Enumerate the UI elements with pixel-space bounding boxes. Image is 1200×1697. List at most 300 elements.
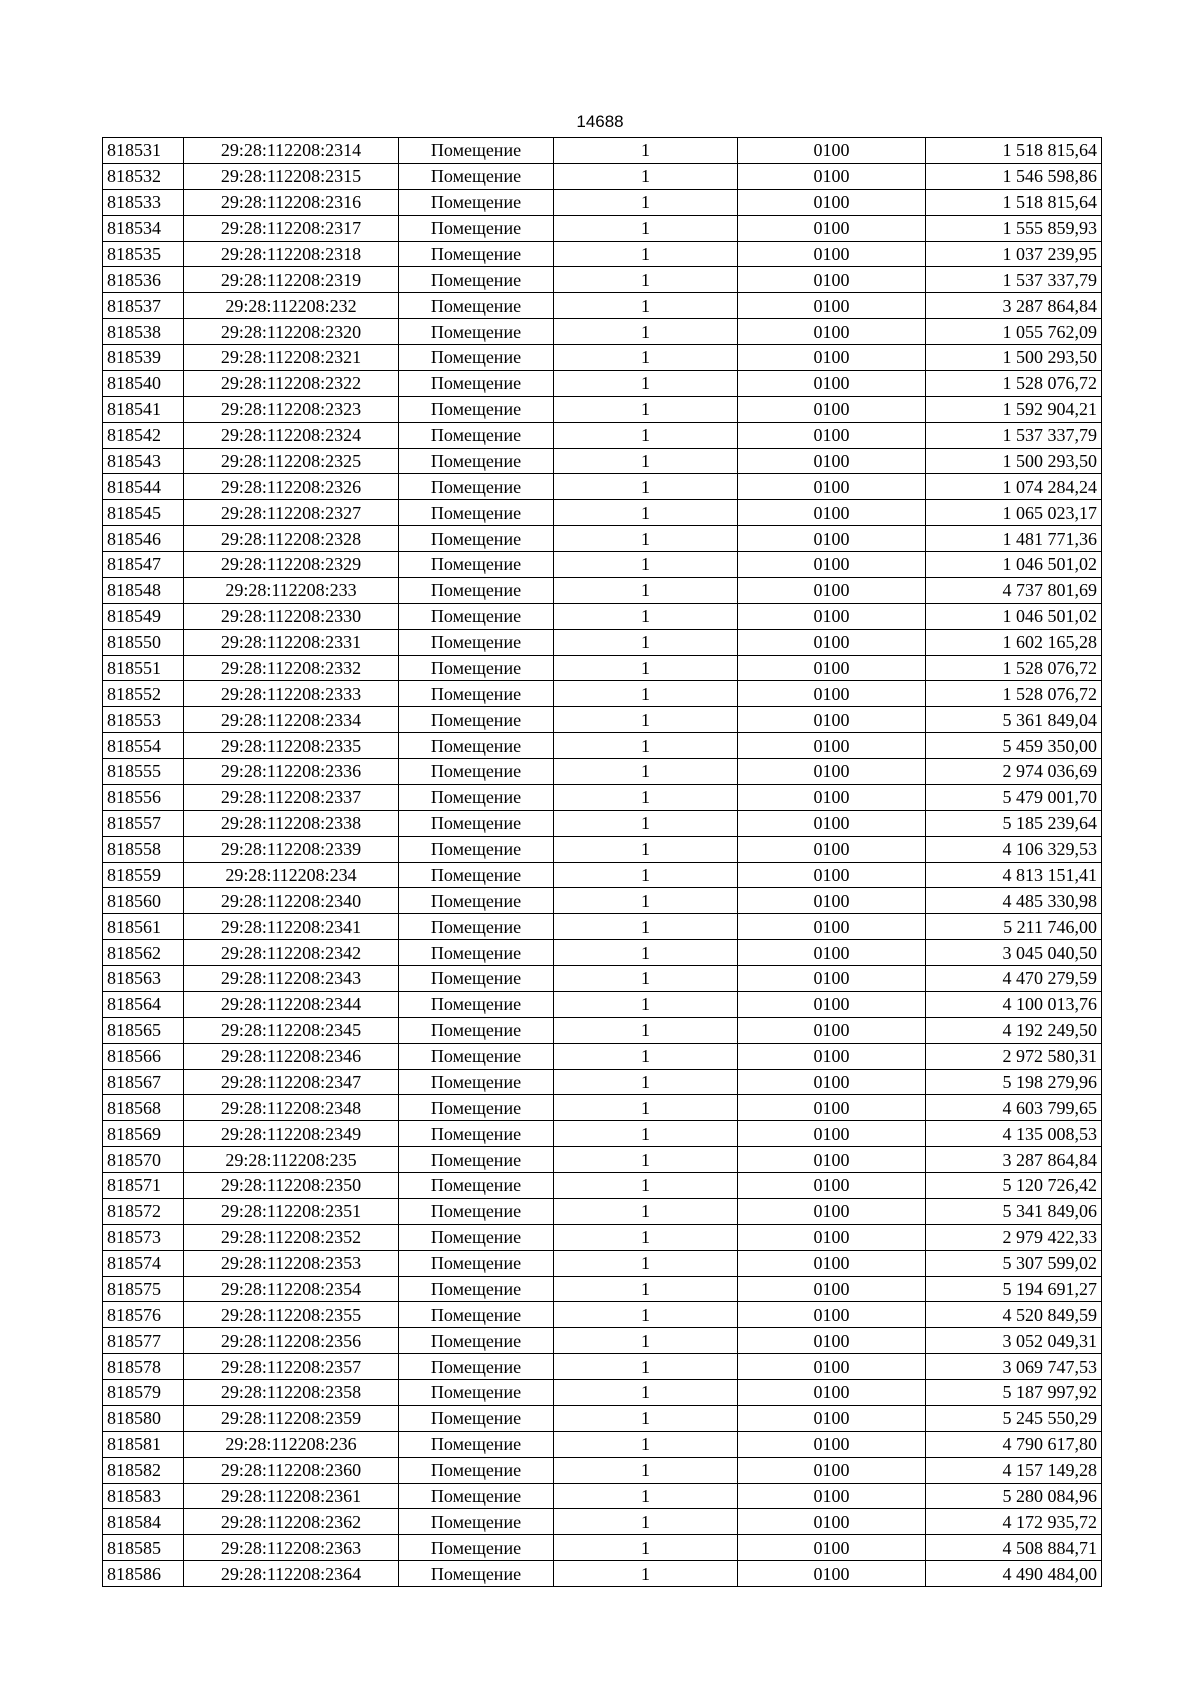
cadastral-number-cell: 29:28:112208:2321: [184, 345, 399, 371]
cadastral-number-cell: 29:28:112208:2360: [184, 1457, 399, 1483]
row-number-cell: 818545: [103, 500, 184, 526]
code-cell: 0100: [738, 396, 926, 422]
row-number-cell: 818544: [103, 474, 184, 500]
object-type-cell: Помещение: [399, 1535, 554, 1561]
cadastral-number-cell: 29:28:112208:2344: [184, 991, 399, 1017]
cadastral-value-cell: 2 972 580,31: [926, 1043, 1102, 1069]
table-row: [103, 759, 1102, 785]
object-type-cell: Помещение: [399, 1509, 554, 1535]
code-cell: 0100: [738, 888, 926, 914]
cadastral-value-cell: 5 187 997,92: [926, 1380, 1102, 1406]
quantity-cell: 1: [554, 526, 738, 552]
cadastral-value-cell: 4 520 849,59: [926, 1302, 1102, 1328]
code-cell: 0100: [738, 267, 926, 293]
cadastral-value-cell: 4 106 329,53: [926, 836, 1102, 862]
cadastral-number-cell: 29:28:112208:2355: [184, 1302, 399, 1328]
cadastral-number-cell: 29:28:112208:2343: [184, 966, 399, 992]
row-number-cell: 818577: [103, 1328, 184, 1354]
table-row: [103, 810, 1102, 836]
quantity-cell: 1: [554, 733, 738, 759]
quantity-cell: 1: [554, 241, 738, 267]
cadastral-number-cell: 29:28:112208:2359: [184, 1405, 399, 1431]
cadastral-number-cell: 29:28:112208:2351: [184, 1198, 399, 1224]
cadastral-number-cell: 29:28:112208:2334: [184, 707, 399, 733]
table-row: [103, 603, 1102, 629]
object-type-cell: Помещение: [399, 1328, 554, 1354]
cadastral-number-cell: 29:28:112208:2350: [184, 1173, 399, 1199]
object-type-cell: Помещение: [399, 1043, 554, 1069]
cadastral-number-cell: 29:28:112208:2327: [184, 500, 399, 526]
cadastral-number-cell: 29:28:112208:2363: [184, 1535, 399, 1561]
cadastral-number-cell: 29:28:112208:236: [184, 1431, 399, 1457]
object-type-cell: Помещение: [399, 500, 554, 526]
cadastral-number-cell: 29:28:112208:2332: [184, 655, 399, 681]
code-cell: 0100: [738, 241, 926, 267]
cadastral-value-cell: 4 490 484,00: [926, 1561, 1102, 1587]
table-row: [103, 991, 1102, 1017]
row-number-cell: 818552: [103, 681, 184, 707]
cadastral-number-cell: 29:28:112208:2322: [184, 370, 399, 396]
cadastral-number-cell: 29:28:112208:2357: [184, 1354, 399, 1380]
quantity-cell: 1: [554, 422, 738, 448]
code-cell: 0100: [738, 655, 926, 681]
row-number-cell: 818539: [103, 345, 184, 371]
cadastral-number-cell: 29:28:112208:2330: [184, 603, 399, 629]
cadastral-value-cell: 5 361 849,04: [926, 707, 1102, 733]
row-number-cell: 818568: [103, 1095, 184, 1121]
cadastral-value-cell: 1 037 239,95: [926, 241, 1102, 267]
cadastral-value-cell: 1 481 771,36: [926, 526, 1102, 552]
cadastral-number-cell: 29:28:112208:2316: [184, 189, 399, 215]
table-row: [103, 1302, 1102, 1328]
cadastral-value-cell: 5 479 001,70: [926, 784, 1102, 810]
quantity-cell: 1: [554, 784, 738, 810]
table-row: [103, 1457, 1102, 1483]
code-cell: 0100: [738, 1121, 926, 1147]
row-number-cell: 818579: [103, 1380, 184, 1406]
code-cell: 0100: [738, 1095, 926, 1121]
row-number-cell: 818533: [103, 189, 184, 215]
code-cell: 0100: [738, 1431, 926, 1457]
quantity-cell: 1: [554, 396, 738, 422]
object-type-cell: Помещение: [399, 629, 554, 655]
code-cell: 0100: [738, 1276, 926, 1302]
cadastral-number-cell: 29:28:112208:2319: [184, 267, 399, 293]
quantity-cell: 1: [554, 707, 738, 733]
row-number-cell: 818537: [103, 293, 184, 319]
code-cell: 0100: [738, 1483, 926, 1509]
code-cell: 0100: [738, 189, 926, 215]
table-row: [103, 1250, 1102, 1276]
quantity-cell: 1: [554, 1224, 738, 1250]
table-row: [103, 448, 1102, 474]
quantity-cell: 1: [554, 888, 738, 914]
quantity-cell: 1: [554, 655, 738, 681]
quantity-cell: 1: [554, 1380, 738, 1406]
table-row: [103, 241, 1102, 267]
quantity-cell: 1: [554, 1095, 738, 1121]
cadastral-value-cell: 1 518 815,64: [926, 138, 1102, 164]
cadastral-value-cell: 5 280 084,96: [926, 1483, 1102, 1509]
object-type-cell: Помещение: [399, 603, 554, 629]
table-row: [103, 1095, 1102, 1121]
row-number-cell: 818553: [103, 707, 184, 733]
quantity-cell: 1: [554, 1457, 738, 1483]
object-type-cell: Помещение: [399, 707, 554, 733]
table-row: [103, 1561, 1102, 1587]
cadastral-number-cell: 29:28:112208:2348: [184, 1095, 399, 1121]
code-cell: 0100: [738, 836, 926, 862]
cadastral-value-cell: 1 528 076,72: [926, 655, 1102, 681]
table-row: [103, 888, 1102, 914]
object-type-cell: Помещение: [399, 474, 554, 500]
row-number-cell: 818583: [103, 1483, 184, 1509]
code-cell: 0100: [738, 1457, 926, 1483]
quantity-cell: 1: [554, 1483, 738, 1509]
code-cell: 0100: [738, 707, 926, 733]
cadastral-number-cell: 29:28:112208:2315: [184, 163, 399, 189]
cadastral-value-cell: 5 307 599,02: [926, 1250, 1102, 1276]
quantity-cell: 1: [554, 1302, 738, 1328]
table-row: [103, 163, 1102, 189]
code-cell: 0100: [738, 759, 926, 785]
cadastral-number-cell: 29:28:112208:232: [184, 293, 399, 319]
object-type-cell: Помещение: [399, 1561, 554, 1587]
table-row: [103, 629, 1102, 655]
cadastral-value-cell: 1 602 165,28: [926, 629, 1102, 655]
quantity-cell: 1: [554, 474, 738, 500]
quantity-cell: 1: [554, 1328, 738, 1354]
cadastral-value-cell: 3 287 864,84: [926, 1147, 1102, 1173]
quantity-cell: 1: [554, 940, 738, 966]
quantity-cell: 1: [554, 862, 738, 888]
object-type-cell: Помещение: [399, 448, 554, 474]
cadastral-value-cell: 4 172 935,72: [926, 1509, 1102, 1535]
object-type-cell: Помещение: [399, 1302, 554, 1328]
quantity-cell: 1: [554, 1431, 738, 1457]
quantity-cell: 1: [554, 1561, 738, 1587]
table-row: [103, 1328, 1102, 1354]
cadastral-value-cell: 4 508 884,71: [926, 1535, 1102, 1561]
cadastral-number-cell: 29:28:112208:2337: [184, 784, 399, 810]
quantity-cell: 1: [554, 1043, 738, 1069]
row-number-cell: 818567: [103, 1069, 184, 1095]
cadastral-value-cell: 4 813 151,41: [926, 862, 1102, 888]
object-type-cell: Помещение: [399, 267, 554, 293]
object-type-cell: Помещение: [399, 577, 554, 603]
table-row: [103, 500, 1102, 526]
cadastral-value-cell: 4 157 149,28: [926, 1457, 1102, 1483]
quantity-cell: 1: [554, 293, 738, 319]
row-number-cell: 818560: [103, 888, 184, 914]
cadastral-number-cell: 29:28:112208:235: [184, 1147, 399, 1173]
cadastral-number-cell: 29:28:112208:2335: [184, 733, 399, 759]
cadastral-number-cell: 29:28:112208:2328: [184, 526, 399, 552]
row-number-cell: 818562: [103, 940, 184, 966]
quantity-cell: 1: [554, 1535, 738, 1561]
code-cell: 0100: [738, 733, 926, 759]
cadastral-value-cell: 1 528 076,72: [926, 370, 1102, 396]
row-number-cell: 818578: [103, 1354, 184, 1380]
cadastral-number-cell: 29:28:112208:2347: [184, 1069, 399, 1095]
table-row: [103, 1147, 1102, 1173]
quantity-cell: 1: [554, 163, 738, 189]
quantity-cell: 1: [554, 1147, 738, 1173]
code-cell: 0100: [738, 345, 926, 371]
cadastral-value-cell: 4 737 801,69: [926, 577, 1102, 603]
code-cell: 0100: [738, 526, 926, 552]
quantity-cell: 1: [554, 319, 738, 345]
object-type-cell: Помещение: [399, 784, 554, 810]
cadastral-value-cell: 1 518 815,64: [926, 189, 1102, 215]
cadastral-number-cell: 29:28:112208:233: [184, 577, 399, 603]
object-type-cell: Помещение: [399, 241, 554, 267]
table-row: [103, 862, 1102, 888]
object-type-cell: Помещение: [399, 1380, 554, 1406]
object-type-cell: Помещение: [399, 1069, 554, 1095]
cadastral-value-cell: 5 185 239,64: [926, 810, 1102, 836]
object-type-cell: Помещение: [399, 138, 554, 164]
object-type-cell: Помещение: [399, 655, 554, 681]
quantity-cell: 1: [554, 1354, 738, 1380]
object-type-cell: Помещение: [399, 345, 554, 371]
code-cell: 0100: [738, 138, 926, 164]
cadastral-value-cell: 4 603 799,65: [926, 1095, 1102, 1121]
table-row: [103, 1483, 1102, 1509]
code-cell: 0100: [738, 422, 926, 448]
code-cell: 0100: [738, 474, 926, 500]
code-cell: 0100: [738, 1405, 926, 1431]
code-cell: 0100: [738, 448, 926, 474]
quantity-cell: 1: [554, 759, 738, 785]
object-type-cell: Помещение: [399, 189, 554, 215]
code-cell: 0100: [738, 681, 926, 707]
table-row: [103, 1017, 1102, 1043]
code-cell: 0100: [738, 966, 926, 992]
object-type-cell: Помещение: [399, 914, 554, 940]
quantity-cell: 1: [554, 629, 738, 655]
code-cell: 0100: [738, 940, 926, 966]
cadastral-number-cell: 29:28:112208:2349: [184, 1121, 399, 1147]
table-row: [103, 1535, 1102, 1561]
object-type-cell: Помещение: [399, 733, 554, 759]
row-number-cell: 818585: [103, 1535, 184, 1561]
quantity-cell: 1: [554, 914, 738, 940]
code-cell: 0100: [738, 1380, 926, 1406]
object-type-cell: Помещение: [399, 163, 554, 189]
row-number-cell: 818555: [103, 759, 184, 785]
code-cell: 0100: [738, 1198, 926, 1224]
cadastral-value-cell: 5 245 550,29: [926, 1405, 1102, 1431]
code-cell: 0100: [738, 1302, 926, 1328]
code-cell: 0100: [738, 370, 926, 396]
cadastral-number-cell: 29:28:112208:2339: [184, 836, 399, 862]
cadastral-value-cell: 1 065 023,17: [926, 500, 1102, 526]
cadastral-number-cell: 29:28:112208:2318: [184, 241, 399, 267]
code-cell: 0100: [738, 603, 926, 629]
cadastral-value-cell: 1 537 337,79: [926, 267, 1102, 293]
row-number-cell: 818536: [103, 267, 184, 293]
table-row: [103, 138, 1102, 164]
cadastral-value-cell: 5 120 726,42: [926, 1173, 1102, 1199]
page-number: 14688: [576, 112, 624, 131]
row-number-cell: 818570: [103, 1147, 184, 1173]
row-number-cell: 818565: [103, 1017, 184, 1043]
table-row: [103, 526, 1102, 552]
cadastral-value-cell: 1 500 293,50: [926, 448, 1102, 474]
cadastral-value-cell: 5 211 746,00: [926, 914, 1102, 940]
code-cell: 0100: [738, 1535, 926, 1561]
table-row: [103, 1380, 1102, 1406]
table-row: [103, 914, 1102, 940]
row-number-cell: 818549: [103, 603, 184, 629]
row-number-cell: 818541: [103, 396, 184, 422]
object-type-cell: Помещение: [399, 810, 554, 836]
quantity-cell: 1: [554, 836, 738, 862]
code-cell: 0100: [738, 991, 926, 1017]
table-row: [103, 1173, 1102, 1199]
row-number-cell: 818571: [103, 1173, 184, 1199]
quantity-cell: 1: [554, 577, 738, 603]
table-row: [103, 1198, 1102, 1224]
code-cell: 0100: [738, 215, 926, 241]
cadastral-value-cell: 1 546 598,86: [926, 163, 1102, 189]
cadastral-number-cell: 29:28:112208:2336: [184, 759, 399, 785]
code-cell: 0100: [738, 163, 926, 189]
row-number-cell: 818531: [103, 138, 184, 164]
object-type-cell: Помещение: [399, 681, 554, 707]
cadastral-number-cell: 29:28:112208:2341: [184, 914, 399, 940]
table-row: [103, 681, 1102, 707]
object-type-cell: Помещение: [399, 370, 554, 396]
cadastral-number-cell: 29:28:112208:2314: [184, 138, 399, 164]
code-cell: 0100: [738, 319, 926, 345]
cadastral-number-cell: 29:28:112208:2354: [184, 1276, 399, 1302]
cadastral-value-cell: 4 790 617,80: [926, 1431, 1102, 1457]
row-number-cell: 818538: [103, 319, 184, 345]
row-number-cell: 818540: [103, 370, 184, 396]
cadastral-number-cell: 29:28:112208:2329: [184, 552, 399, 578]
object-type-cell: Помещение: [399, 888, 554, 914]
quantity-cell: 1: [554, 1250, 738, 1276]
cadastral-number-cell: 29:28:112208:2323: [184, 396, 399, 422]
code-cell: 0100: [738, 810, 926, 836]
table-row: [103, 552, 1102, 578]
cadastral-number-cell: 29:28:112208:2333: [184, 681, 399, 707]
row-number-cell: 818546: [103, 526, 184, 552]
table-row: [103, 293, 1102, 319]
table-row: [103, 1354, 1102, 1380]
object-type-cell: Помещение: [399, 862, 554, 888]
row-number-cell: 818559: [103, 862, 184, 888]
row-number-cell: 818584: [103, 1509, 184, 1535]
quantity-cell: 1: [554, 1069, 738, 1095]
row-number-cell: 818574: [103, 1250, 184, 1276]
table-row: [103, 189, 1102, 215]
table-row: [103, 396, 1102, 422]
row-number-cell: 818576: [103, 1302, 184, 1328]
table-row: [103, 784, 1102, 810]
row-number-cell: 818548: [103, 577, 184, 603]
code-cell: 0100: [738, 1173, 926, 1199]
cadastral-value-cell: 1 074 284,24: [926, 474, 1102, 500]
row-number-cell: 818543: [103, 448, 184, 474]
quantity-cell: 1: [554, 1121, 738, 1147]
quantity-cell: 1: [554, 552, 738, 578]
object-type-cell: Помещение: [399, 1431, 554, 1457]
cadastral-number-cell: 29:28:112208:2353: [184, 1250, 399, 1276]
code-cell: 0100: [738, 629, 926, 655]
table-row: [103, 215, 1102, 241]
cadastral-number-cell: 29:28:112208:2361: [184, 1483, 399, 1509]
code-cell: 0100: [738, 293, 926, 319]
quantity-cell: 1: [554, 1276, 738, 1302]
row-number-cell: 818586: [103, 1561, 184, 1587]
row-number-cell: 818573: [103, 1224, 184, 1250]
cadastral-value-cell: 1 592 904,21: [926, 396, 1102, 422]
quantity-cell: 1: [554, 681, 738, 707]
row-number-cell: 818572: [103, 1198, 184, 1224]
table-row: [103, 1069, 1102, 1095]
quantity-cell: 1: [554, 1173, 738, 1199]
quantity-cell: 1: [554, 1405, 738, 1431]
table-row: [103, 966, 1102, 992]
object-type-cell: Помещение: [399, 1017, 554, 1043]
row-number-cell: 818566: [103, 1043, 184, 1069]
object-type-cell: Помещение: [399, 526, 554, 552]
object-type-cell: Помещение: [399, 966, 554, 992]
object-type-cell: Помещение: [399, 759, 554, 785]
row-number-cell: 818575: [103, 1276, 184, 1302]
cadastral-value-cell: 1 046 501,02: [926, 603, 1102, 629]
row-number-cell: 818558: [103, 836, 184, 862]
quantity-cell: 1: [554, 603, 738, 629]
code-cell: 0100: [738, 1250, 926, 1276]
code-cell: 0100: [738, 500, 926, 526]
object-type-cell: Помещение: [399, 991, 554, 1017]
quantity-cell: 1: [554, 810, 738, 836]
object-type-cell: Помещение: [399, 396, 554, 422]
row-number-cell: 818542: [103, 422, 184, 448]
quantity-cell: 1: [554, 966, 738, 992]
row-number-cell: 818551: [103, 655, 184, 681]
cadastral-number-cell: 29:28:112208:2326: [184, 474, 399, 500]
quantity-cell: 1: [554, 500, 738, 526]
table-row: [103, 655, 1102, 681]
quantity-cell: 1: [554, 1198, 738, 1224]
cadastral-number-cell: 29:28:112208:2352: [184, 1224, 399, 1250]
registry-table-body: [103, 138, 1102, 1587]
cadastral-value-cell: 3 045 040,50: [926, 940, 1102, 966]
object-type-cell: Помещение: [399, 1121, 554, 1147]
cadastral-value-cell: 4 100 013,76: [926, 991, 1102, 1017]
cadastral-number-cell: 29:28:112208:2338: [184, 810, 399, 836]
table-row: [103, 319, 1102, 345]
table-row: [103, 577, 1102, 603]
table-row: [103, 1224, 1102, 1250]
cadastral-number-cell: 29:28:112208:2340: [184, 888, 399, 914]
cadastral-value-cell: 5 341 849,06: [926, 1198, 1102, 1224]
cadastral-value-cell: 5 194 691,27: [926, 1276, 1102, 1302]
table-row: [103, 733, 1102, 759]
object-type-cell: Помещение: [399, 1250, 554, 1276]
object-type-cell: Помещение: [399, 422, 554, 448]
cadastral-number-cell: 29:28:112208:2324: [184, 422, 399, 448]
cadastral-value-cell: 3 069 747,53: [926, 1354, 1102, 1380]
table-row: [103, 474, 1102, 500]
cadastral-value-cell: 5 198 279,96: [926, 1069, 1102, 1095]
quantity-cell: 1: [554, 345, 738, 371]
